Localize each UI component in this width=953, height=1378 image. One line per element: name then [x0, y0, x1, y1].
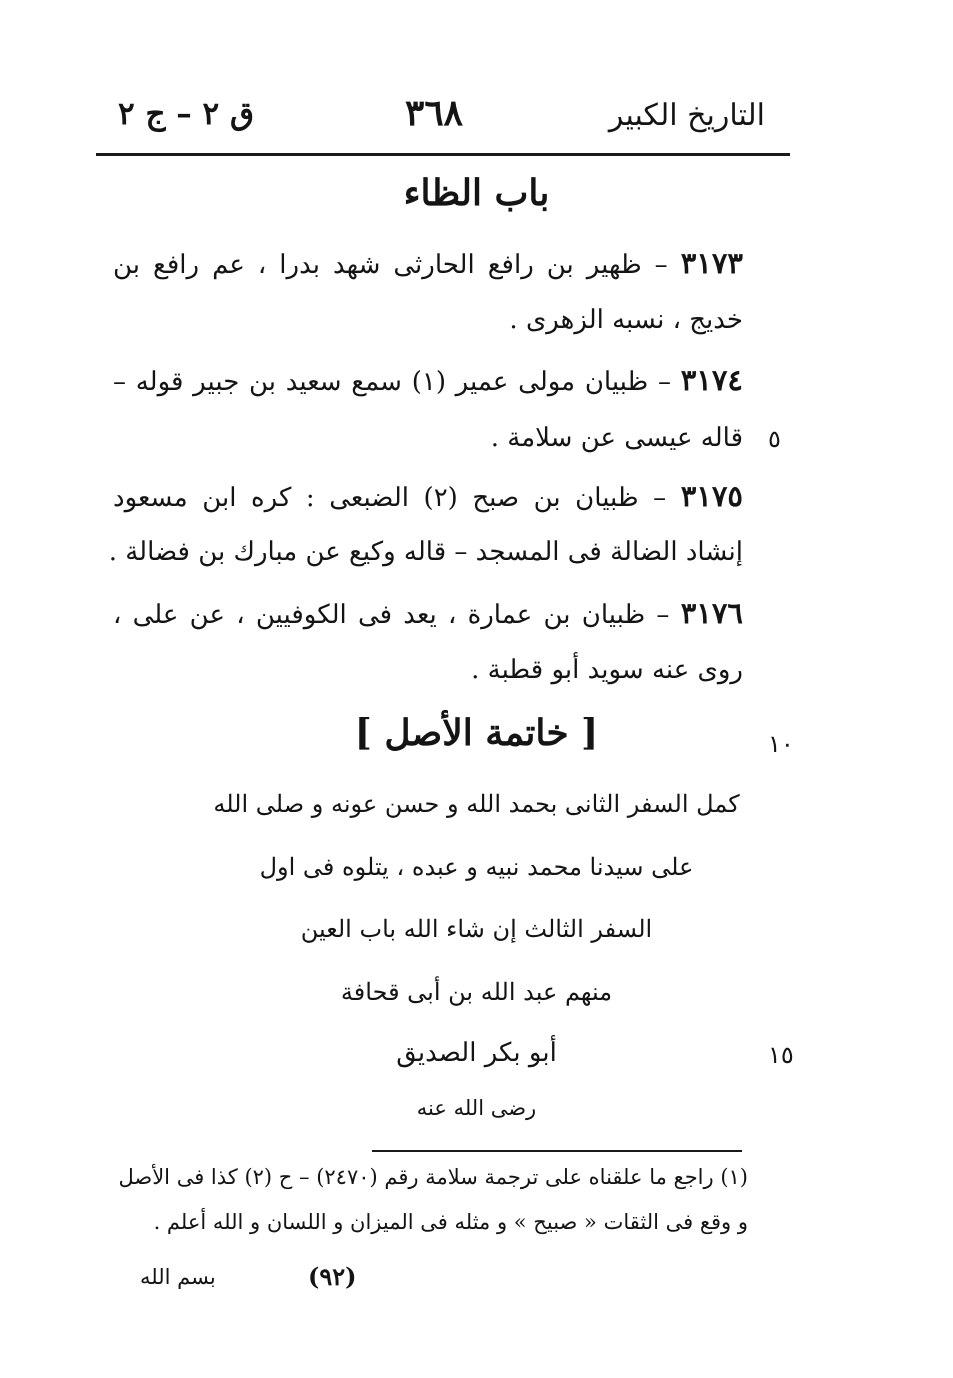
entry-text: – ظبيان بن صبح (٢) الضبعى : كره ابن مسعود	[113, 483, 667, 513]
margin-line-number: ١٠	[768, 730, 794, 758]
entry-3176-line-1	[113, 596, 743, 631]
entry-3173-line-2: خديج ، نسبه الزهرى .	[509, 305, 743, 335]
entry-3173-line-1	[113, 246, 743, 281]
colophon-line: على سيدنا محمد نبيه و عبده ، يتلوه فى اول	[259, 853, 694, 881]
entry-3174-line-2: قاله عيسى عن سلامة .	[490, 423, 743, 453]
entry-text: – ظبيان بن عمارة ، يعد فى الكوفيين ، عن على ،	[113, 600, 670, 630]
page-number: ٣٦٨	[405, 92, 464, 134]
footnote-line: و وقع فى الثقات « صبيح » و مثله فى الميزان و اللسان و الله أعلم .	[153, 1210, 748, 1234]
margin-line-number: ١٥	[768, 1041, 794, 1069]
margin-line-number: ٥	[768, 425, 781, 453]
entry-text: – ظبيان مولى عمير (١) سمع سعيد بن جبير قوله –	[113, 367, 671, 397]
colophon-line: رضى الله عنه	[416, 1096, 537, 1120]
closing-section-title: [ خاتمة الأصل ]	[354, 712, 599, 754]
footnote-line: (١) راجع ما علقناه على ترجمة سلامة رقم (٢٤٧٠) – ح (٢) كذا فى الأصل	[118, 1165, 748, 1189]
entry-3175-line-1	[113, 479, 743, 514]
colophon-line: السفر الثالث إن شاء الله باب العين	[300, 915, 653, 943]
entry-number: ٣١٧٥	[680, 479, 744, 513]
volume-reference: ق ٢ – ج ٢	[118, 96, 255, 132]
entry-number: ٣١٧٤	[680, 363, 743, 397]
entry-text: – ظهير بن رافع الحارثى شهد بدرا ، عم رافع بن	[113, 250, 668, 280]
colophon-line: كمل السفر الثانى بحمد الله و حسن عونه و صلى الله	[213, 790, 740, 818]
running-header-book-title: التاريخ الكبير	[608, 98, 765, 133]
signature-mark: (٩٢)	[308, 1262, 357, 1291]
entry-3174-line-1	[113, 363, 743, 398]
chapter-title: باب الظاء	[403, 172, 550, 214]
colophon-line: أبو بكر الصديق	[396, 1038, 557, 1068]
entry-3176-line-2: روى عنه سويد أبو قطبة .	[471, 655, 743, 685]
entry-3175-line-2: إنشاد الضالة فى المسجد – قاله وكيع عن مبارك بن فضالة .	[108, 537, 743, 567]
footnote-divider	[372, 1150, 742, 1152]
bismillah-catchword: بسم الله	[140, 1265, 216, 1289]
header-divider	[96, 153, 790, 156]
colophon-line: منهم عبد الله بن أبى قحافة	[340, 978, 613, 1006]
entry-number: ٣١٧٣	[680, 246, 743, 280]
entry-number: ٣١٧٦	[680, 596, 743, 630]
